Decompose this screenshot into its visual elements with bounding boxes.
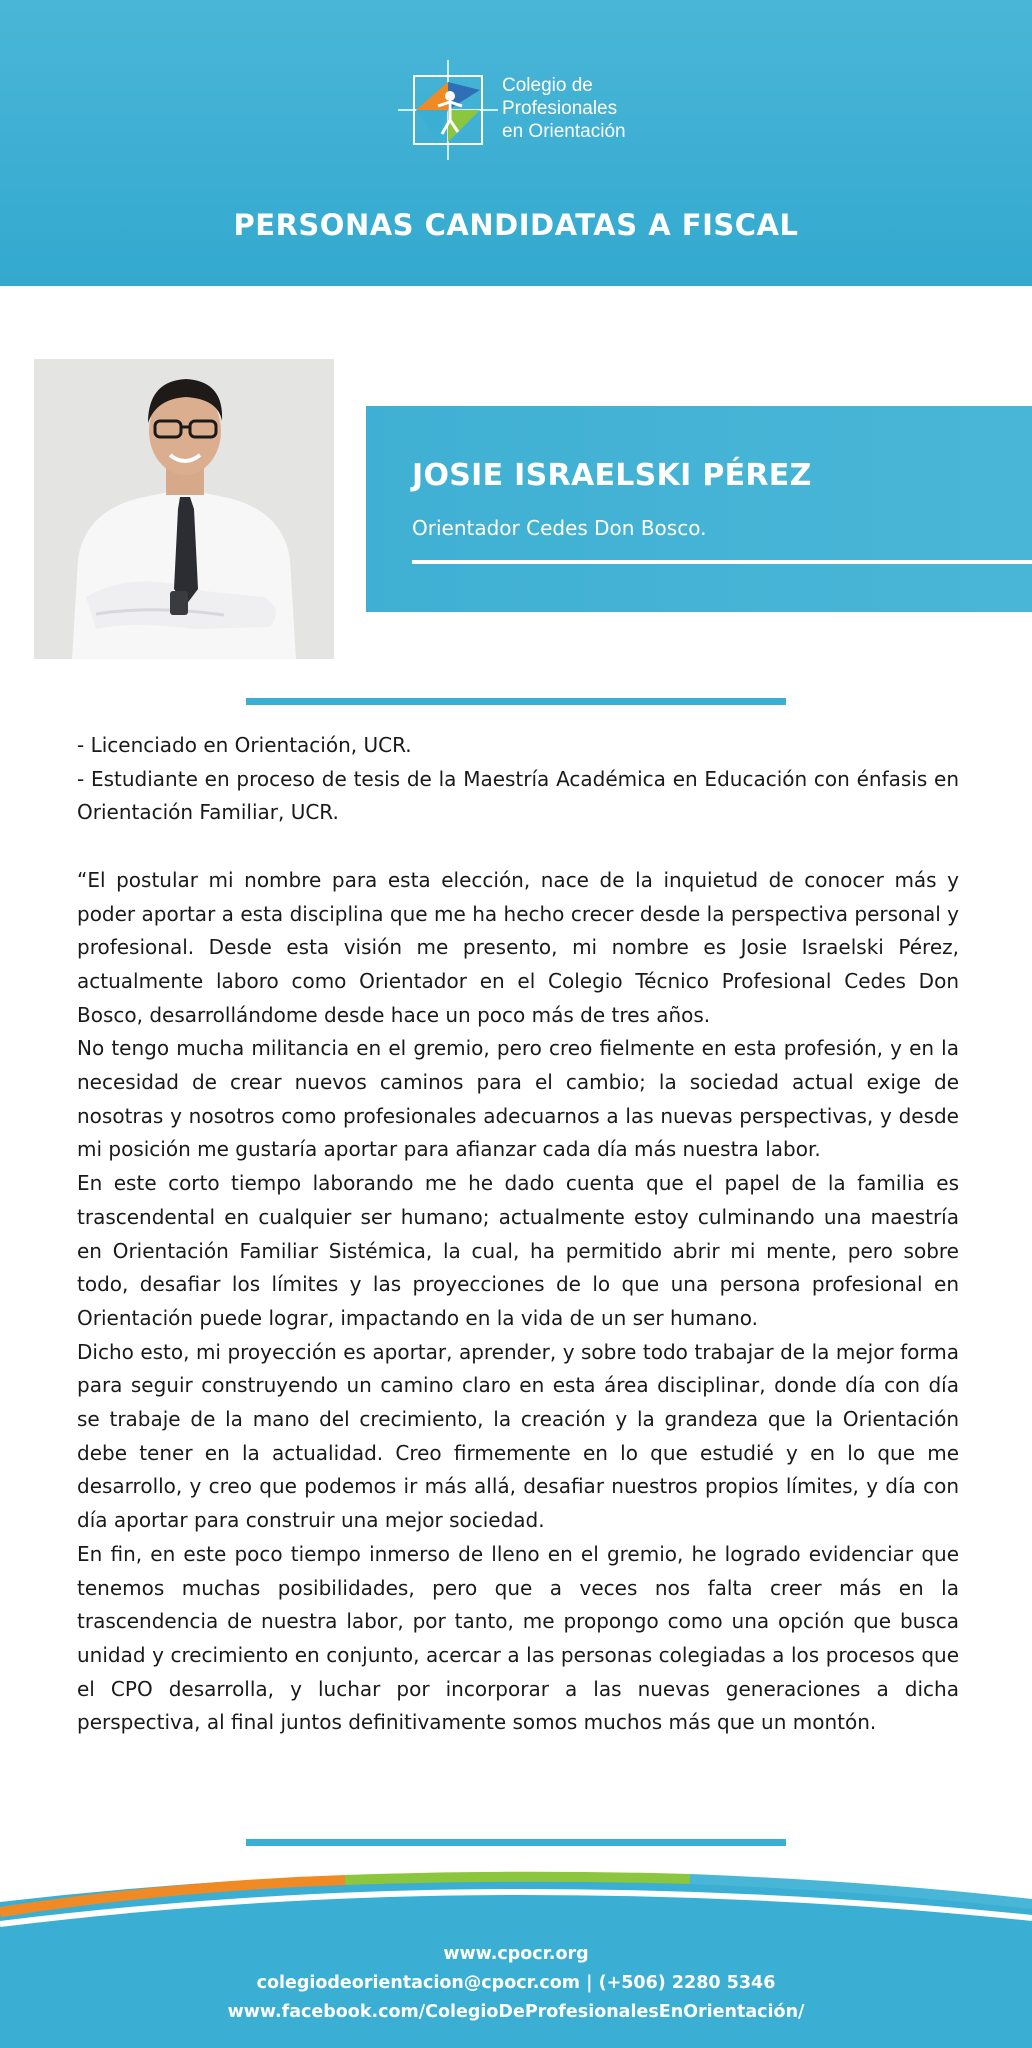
candidate-statement <box>77 729 959 1740</box>
cpo-logo-icon <box>398 60 498 160</box>
statement-paragraph: Dicho esto, mi proyección es aportar, aprender, y sobre todo trabajar de la mejor forma para seguir construyendo un camino claro en esta área disciplinar, donde día con día se trabaje de la mano del crecimiento, la creación y la grandeza que la Orientación debe tener en la actualidad. Creo firmemente en lo que estudié y en lo que me desarrollo, y creo que podemos ir más allá, desafiar nuestros propios límites, y día con día aportar para construir una mejor sociedad. <box>77 1339 959 1533</box>
credential-item: - Licenciado en Orientación, UCR. <box>77 733 412 757</box>
statement-paragraph: En este corto tiempo laborando me he dado cuenta que el papel de la familia es trascendental en cualquier ser humano; actualmente estoy culminando una maestría en Orientación Familiar Sistémica, la cual, ha permitido abrir mi mente, pero sobre todo, desafiar los límites y las proyecciones de lo que una persona profesional en Orientación puede lograr, impactando en la vida de un ser humano. <box>77 1171 959 1330</box>
logo-line: Colegio de <box>502 75 593 96</box>
logo-line: en Orientación <box>502 121 626 142</box>
statement-paragraph: En fin, en este poco tiempo inmerso de lleno en el gremio, he logrado evidenciar que tenemos muchas posibilidades, pero que a veces nos falta creer más en la trascendencia de nuestra labor, por tanto, me propongo como una opción que busca unidad y crecimiento en conjunto, acercar a las personas colegiadas a los procesos que el CPO desarrolla, y luchar por incorporar a las nuevas generaciones a dicha perspectiva, al final juntos definitivamente somos muchos más que un montón. <box>77 1541 959 1735</box>
candidate-name-box <box>366 406 1032 612</box>
credential-item: - Estudiante en proceso de tesis de la Maestría Académica en Educación con énfasis en Orientación Familiar, UCR. <box>77 766 959 825</box>
footer-facebook-link[interactable]: www.facebook.com/ColegioDeProfesionalesEnOrientación/ <box>227 2002 805 2022</box>
footer-email-phone[interactable]: colegiodeorientacion@cpocr.com | (+506) 2280 5346 <box>256 1973 776 1993</box>
logo-text <box>502 74 626 143</box>
page-title: PERSONAS CANDIDATAS A FISCAL <box>233 208 799 242</box>
paragraph-gap <box>77 830 959 864</box>
footer-website-link[interactable]: www.cpocr.org <box>443 1944 589 1964</box>
logo-line: Profesionales <box>502 98 618 119</box>
candidate-portrait-image <box>34 359 334 659</box>
section-divider-top <box>246 698 786 705</box>
name-underline <box>412 560 1032 564</box>
cpo-logo <box>398 60 628 160</box>
statement-paragraph: No tengo mucha militancia en el gremio, pero creo fielmente en esta profesión, y en la necesidad de crear nuevos caminos para el cambio; la sociedad actual exige de nosotras y nosotros como profesionales adecuarnos a las nuevas perspectivas, y desde mi posición me gustaría aportar para afianzar cada día más nuestra labor. <box>77 1036 959 1162</box>
header-banner <box>0 0 1032 286</box>
candidate-role: Orientador Cedes Don Bosco. <box>412 516 707 540</box>
footer-contact <box>0 1940 1032 2027</box>
section-divider-bottom <box>246 1839 786 1846</box>
statement-paragraph: “El postular mi nombre para esta elección, nace de la inquietud de conocer más y poder aportar a esta disciplina que me ha hecho crecer desde la perspectiva personal y profesional. Desde esta visión me presento, mi nombre es Josie Israelski Pérez, actualmente laboro como Orientador en el Colegio Técnico Profesional Cedes Don Bosco, desarrollándome desde hace un poco más de tres años. <box>77 867 959 1027</box>
candidate-name: JOSIE ISRAELSKI PÉREZ <box>412 458 812 493</box>
candidate-photo <box>34 359 334 659</box>
